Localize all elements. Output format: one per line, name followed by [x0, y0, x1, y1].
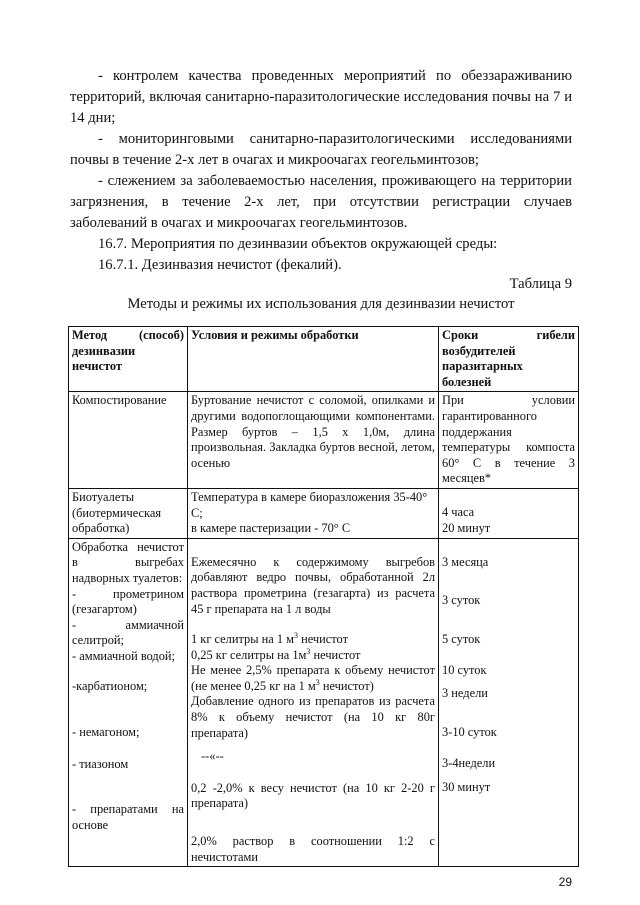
method-item: - прометрином (гезагартом)	[72, 586, 184, 617]
condition-item: Добавление одного из препаратов из расчета 8% к объему нечистот (на 10 кг 80г препарата)	[191, 694, 435, 740]
condition-line: Температура в камере биоразложения 35-40° С;	[191, 489, 428, 520]
method-item: - немагоном;	[72, 725, 140, 740]
header-terms: Сроки гибели возбудителей паразитарных болезней	[439, 327, 579, 392]
term-intro: 3 месяца	[442, 554, 489, 569]
condition-item: --«--	[201, 749, 224, 764]
section-heading-16-7-1: 16.7.1. Дезинвазия нечистот (фекалий).	[98, 257, 342, 273]
table-row	[69, 392, 579, 489]
condition-item: 2,0% раствор в соотношении 1:2 с нечистотами	[191, 834, 435, 864]
paragraph-surveillance: - слежением за заболеваемостью населения, проживающего на территории загрязнения, в течение 2-х лет, при отсутствии регистрации случаев заболеваний в очагах и микроочагах геогельминтозов.	[70, 173, 572, 231]
paragraph-quality-control: - контролем качества проведенных мероприятий по обеззараживанию территорий, включая санитарно-паразитологические исследования почвы на 7 и 14 дни;	[70, 68, 572, 126]
condition-item: 1 кг селитры на 1 $м^3$ нечистот	[191, 630, 348, 647]
condition-line: в камере пастеризации - 70° С	[191, 521, 351, 536]
disinvasion-table	[68, 326, 579, 867]
table-header-row	[69, 327, 579, 392]
paragraph-monitoring: - мониторинговыми санитарно-паразитологическими исследованиями почвы в течение 2-х лет в очагах и микроочагах геогельминтозов;	[70, 131, 572, 168]
term-item: 5 суток	[442, 631, 481, 646]
method-item: -карбатионом;	[72, 679, 148, 694]
condition-intro: Ежемесячно к содержимому выгребов добавляют ведро почвы, обработанной 2л раствора прометрина (гезагарта) из расчета 45 г препарата на 1 л воды	[191, 554, 435, 616]
term-item: 10 суток	[442, 662, 487, 677]
cell-conditions	[188, 538, 439, 867]
term-line: 20 минут	[442, 520, 491, 535]
cell-terms: При условии гарантированного поддержания температуры компоста 60° С в течение 3 месяцев*	[439, 392, 579, 489]
method-intro: Обработка нечистот в выгребах надворных туалетов:	[72, 539, 184, 585]
method-item: - аммиачной селитрой;	[72, 617, 184, 648]
method-item: - препаратами на основе	[72, 802, 184, 832]
cell-conditions: Буртование нечистот с соломой, опилками и другими водопоглощающими компонентами. Размер буртов – 1,5 х 1,0м, длина произвольная. Закладка буртов весной, летом, осенью	[188, 392, 439, 489]
header-conditions: Условия и режимы обработки	[188, 327, 439, 392]
header-method: Метод (способ) дезинвазии нечистот	[69, 327, 188, 392]
cell-conditions	[188, 488, 439, 538]
page-number: 29	[558, 875, 572, 889]
table-title: Методы и режимы их использования для дезинвазии нечистот	[127, 296, 515, 312]
section-heading-16-7: 16.7. Мероприятия по дезинвазии объектов окружающей среды:	[98, 236, 498, 252]
method-item: - тиазоном	[72, 756, 129, 771]
term-item: 3-10 суток	[442, 724, 497, 739]
condition-item: Не менее 2,5% препарата к объему нечистот (не менее 0,25 кг на 1 $м^3$ нечистот)	[191, 663, 435, 693]
cell-method	[69, 538, 188, 867]
term-item: 3-4недели	[442, 756, 496, 771]
term-line: 4 часа	[442, 504, 475, 519]
term-item: 3 суток	[442, 593, 481, 608]
table-label: Таблица 9	[509, 276, 572, 292]
term-item: 30 минут	[442, 779, 491, 794]
cell-terms	[439, 538, 579, 867]
method-item: - аммиачной водой;	[72, 648, 176, 663]
cell-method: Компостирование	[69, 392, 188, 489]
cell-method: Биотуалеты (биотермическая обработка)	[69, 488, 188, 538]
cell-terms	[439, 488, 579, 538]
condition-item: 0,25 кг селитры на $1м^3$ нечистот	[191, 646, 361, 662]
term-item: 3 недели	[442, 686, 488, 701]
condition-item: 0,2 -2,0% к весу нечистот (на 10 кг 2-20 г препарата)	[191, 780, 435, 811]
table-row	[69, 488, 579, 538]
table-row	[69, 538, 579, 867]
